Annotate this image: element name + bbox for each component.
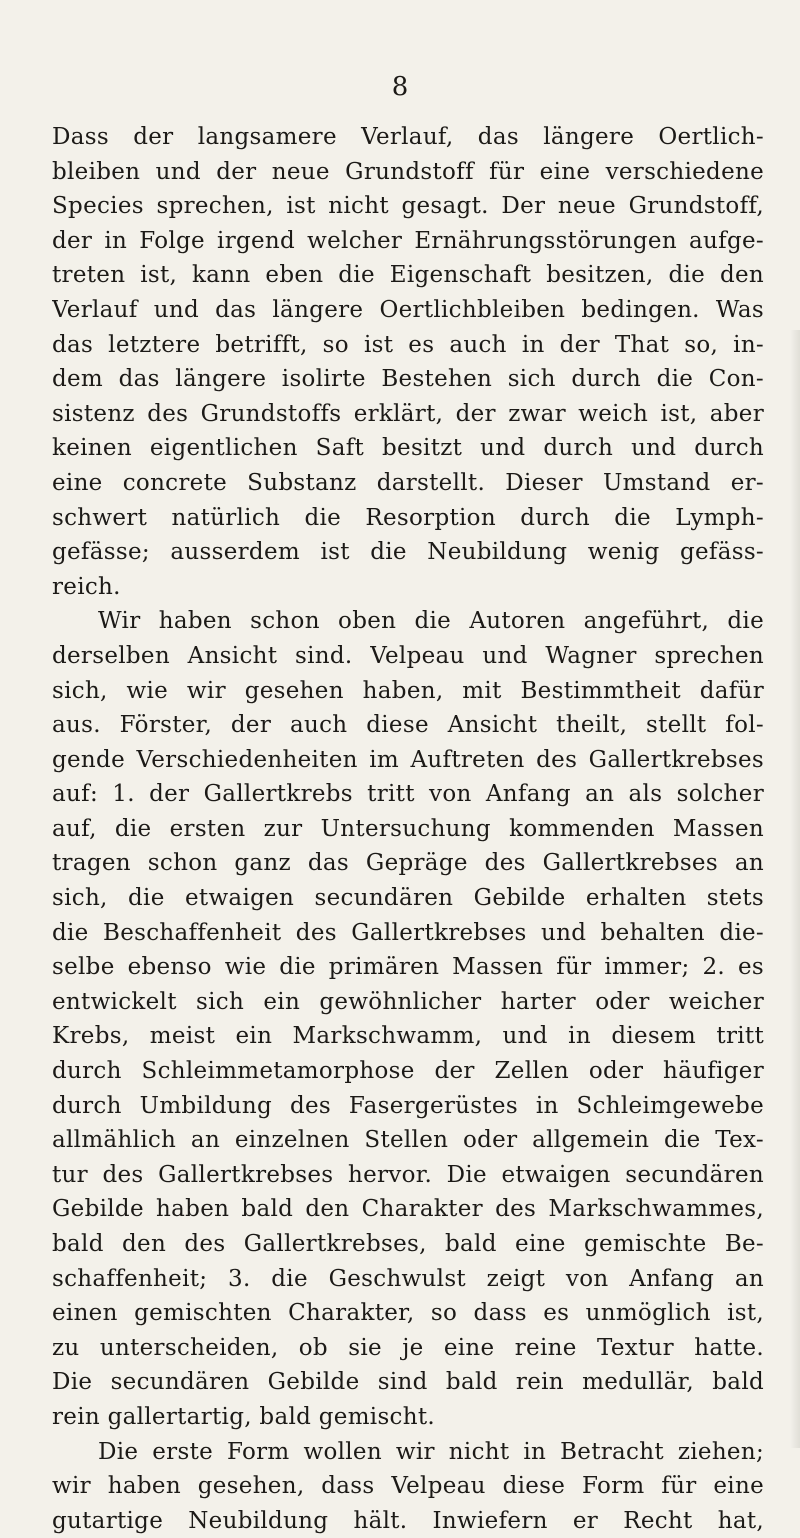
- text-line: dem das längere isolirte Bestehen sich durch die Con-: [52, 366, 764, 393]
- text-line: reich.: [52, 573, 121, 600]
- text-line: gefässe; ausserdem ist die Neubildung wenig gefäss-: [52, 539, 764, 566]
- text-line: Species sprechen, ist nicht gesagt. Der neue Grundstoff,: [52, 193, 764, 220]
- text-line: tragen schon ganz das Gepräge des Gallertkrebses an: [52, 850, 764, 877]
- text-line: auf: 1. der Gallertkrebs tritt von Anfang an als solcher: [52, 781, 764, 808]
- text-line: sich, wie wir gesehen haben, mit Bestimmtheit dafür: [52, 677, 764, 704]
- page-number: 8: [391, 72, 409, 102]
- text-line: gende Verschiedenheiten im Auftreten des Gallertkrebses: [52, 746, 764, 773]
- text-line: die Beschaffenheit des Gallertkrebses und behalten die-: [52, 919, 764, 946]
- text-line: durch Schleimmetamorphose der Zellen oder häufiger: [52, 1058, 764, 1085]
- text-line: treten ist, kann eben die Eigenschaft besitzen, die den: [52, 262, 764, 289]
- text-line: Dass der langsamere Verlauf, das längere Oertlich-: [52, 124, 764, 150]
- text-line: Die erste Form wollen wir nicht in Betracht ziehen;: [98, 1438, 764, 1465]
- page-edge-shadow: [790, 330, 800, 1448]
- text-line: derselben Ansicht sind. Velpeau und Wagner sprechen: [52, 642, 764, 669]
- text-line: Krebs, meist ein Markschwamm, und in diesem tritt: [52, 1023, 764, 1050]
- text-line: entwickelt sich ein gewöhnlicher harter oder weicher: [52, 988, 764, 1015]
- text-line: rein gallertartig, bald gemischt.: [52, 1403, 436, 1430]
- text-line: Gebilde haben bald den Charakter des Markschwammes,: [52, 1196, 764, 1223]
- text-line: keinen eigentlichen Saft besitzt und durch und durch: [52, 435, 764, 462]
- text-line: aus. Förster, der auch diese Ansicht theilt, stellt fol-: [52, 712, 764, 739]
- text-line: sich, die etwaigen secundären Gebilde erhalten stets: [52, 885, 764, 912]
- text-line: Verlauf und das längere Oertlichbleiben bedingen. Was: [52, 296, 764, 323]
- text-line: der in Folge irgend welcher Ernährungsstörungen aufge-: [52, 227, 764, 254]
- text-line: durch Umbildung des Fasergerüstes in Schleimgewebe: [52, 1092, 764, 1119]
- text-line: einen gemischten Charakter, so dass es unmöglich ist,: [52, 1300, 764, 1327]
- text-line: zu unterscheiden, ob sie je eine reine Textur hatte.: [52, 1334, 764, 1361]
- text-line: schwert natürlich die Resorption durch die Lymph-: [52, 504, 764, 531]
- text-line: Wir haben schon oben die Autoren angeführt, die: [98, 608, 764, 635]
- text-line: bald den des Gallertkrebses, bald eine gemischte Be-: [52, 1231, 764, 1257]
- text-line: das letztere betrifft, so ist es auch in der That so, in-: [52, 331, 764, 358]
- text-line: allmählich an einzelnen Stellen oder allgemein die Tex-: [52, 1127, 764, 1154]
- text-line: auf, die ersten zur Untersuchung kommenden Massen: [52, 815, 764, 842]
- text-line: Die secundären Gebilde sind bald rein medullär, bald: [52, 1369, 764, 1396]
- body-text: [52, 120, 764, 1538]
- text-line: gutartige Neubildung hält. Inwiefern er Recht hat,: [52, 1507, 764, 1534]
- text-line: tur des Gallertkrebses hervor. Die etwaigen secundären: [52, 1161, 764, 1188]
- text-line: eine concrete Substanz darstellt. Dieser Umstand er-: [52, 469, 764, 496]
- text-line: bleiben und der neue Grundstoff für eine verschiedene: [52, 158, 764, 185]
- text-line: wir haben gesehen, dass Velpeau diese Form für eine: [52, 1473, 764, 1500]
- text-line: schaffenheit; 3. die Geschwulst zeigt von Anfang an: [52, 1265, 764, 1292]
- text-line: selbe ebenso wie die primären Massen für immer; 2. es: [52, 954, 764, 981]
- text-line: sistenz des Grundstoffs erklärt, der zwar weich ist, aber: [52, 400, 764, 427]
